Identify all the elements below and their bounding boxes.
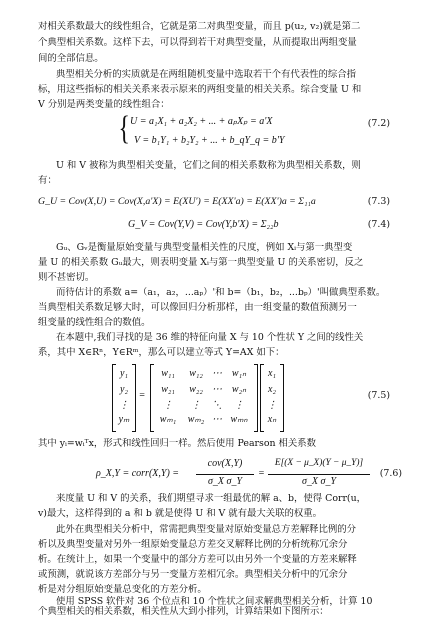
matrix-cell: y₁ [120,368,128,379]
text-line: v)最大，这样得到的 a 和 b 就是使得 U 和 V 就有最大关联的权重。 [38,508,323,519]
equation-number: (7.2) [367,118,390,129]
text-line: 系，其中 X∈Rⁿ，Y∈Rᵐ，那么可以建立等式 Y=AX 如下： [38,347,285,358]
text-line: 典型相关分析的实质就是在两组随机变量中选取若干个有代表性的综合指 [56,69,357,80]
text-line: 使用 SPSS 软件对 36 个位点和 10 个性状之间求解典型相关分析，计算 10 [56,596,373,607]
matrix-cell: ⋮ [191,400,201,411]
matrix-cell: ⋮ [163,400,173,411]
text-line: 有： [38,175,57,186]
text-line: 来度量 U 和 V 的关系，我们期望寻求一组最优的解 a、b，使得 Corr(u， [56,493,366,504]
text-line: Gᵤ、Gᵥ是衡量原始变量与典型变量相关性的尺度，例如 Xᵢ与第一典型变 [56,242,353,253]
equation-number: (7.3) [367,196,390,207]
equation-number: (7.5) [367,390,390,401]
fraction-denominator: σ_X σ_Y [207,476,243,487]
matrix-cell: ⋮ [234,400,244,411]
text-line: 在本题中,我们寻找的是 36 维的特征向量 X 与 10 个性状 Y 之间的线性关 [56,332,364,343]
text-line: 析。在统计上，如果一个变量中的部分方差可以由另外一个变量的方差来解释 [38,554,357,565]
text-line: 当典型相关系数足够大时，可以像回归分析那样，由一组变量的数值预测另一 [38,302,357,313]
matrix-cell: w₂ₙ [231,384,247,395]
equation-body: G_U = Cov(X,U) = Cov(X,a'X) = E(XU') = E(XX'a) = E(XX')a = Σ₁₁a [38,196,316,207]
matrix-cell: ⋮ [119,400,129,411]
equation-body: G_V = Cov(Y,V) = Cov(Y,b'X) = Σ₂₂b [128,219,279,230]
matrix-cell: wₘ₂ [187,414,205,425]
equation-number: (7.4) [367,219,390,230]
text-line: 此外在典型相关分析中，常需把典型变量对原始变量总方差解释比例的分 [56,524,357,535]
matrix-cell: ⋯ [212,368,222,379]
text-line: 组变量的线性组合的数值。 [38,317,151,328]
matrix-cell: w₂₁ [161,384,175,395]
matrix-cell: xₙ [267,414,277,425]
matrix-cell: ⋮ [267,400,277,411]
text-line: 个典型相关的相关系数，相关性从大到小排列，计算结果如下图所示： [38,606,329,617]
matrix-cell: ⋱ [212,400,222,411]
fraction-numerator: cov(X,Y) [207,458,243,469]
matrix-cell: x₂ [268,384,276,395]
equation-row: V = b₁Y₁ + b₂Y₂ + ... + b_qY_q = b'Y [134,135,285,146]
equation-lhs: ρ_X,Y = corr(X,Y) = [96,468,180,479]
matrix-cell: w₁₁ [161,368,175,379]
fraction-denominator: σ_X σ_Y [301,476,337,487]
text-line: 则不甚密切。 [38,272,95,283]
text-line: 其中 yᵢ=wᵢᵀx，形式和线性回归一样。然后使用 Pearson 相关系数 [38,438,316,449]
matrix-cell: x₁ [268,368,276,379]
matrix-cell: w₂₂ [189,384,203,395]
text-line: 个典型相关系数。这样下去，可以得到若干对典型变量，从而提取出两组变量 [38,37,357,48]
text-line: 对相关系数最大的线性组合，它就是第二对典型变量，而且 p(u₂, v₂)就是第二 [38,21,361,32]
document-page: 对相关系数最大的线性组合，它就是第二对典型变量，而且 p(u₂, v₂)就是第二 个典型相关系数。这样下去，可以得到若干对典型变量，从而提取出两组变量 间的全部信息。 典型相关分析的实质就是在两组随机变量中选取若干个有代表性的综合指 标，用这些指标的相关关系来表示原来的两组变量的相关关系。综合变量 U 和 V 分别是两类变量的线性组合： { U = a₁X₁ + a₂X₂ + ... + aₚXₚ = a'X V = b₁Y₁ + b₂Y₂ + ... + b_qY_q = b'Y (7.2) U 和 V 被称为典型相关变量，它们之间的相关系数称为典型相关系数，则 有： G_U = Cov(X,U) = Cov(X,a'X) = E(XU') = E(XX'a) = E(XX')a = Σ₁₁a (7.3) G_V = Cov(Y,V) = Cov(Y,b'X) = Σ₂₂b (7.4) Gᵤ、Gᵥ是衡量原始变量与典型变量相关性的尺度，例如 Xᵢ与第一典型变 量 U 的相关系数 Gᵤ最大，则表明变量 Xᵢ与第一典型变量 U 的关系密切，反之 则不甚密切。 而待估计的系数 a=（a₁，a₂，...aₚ）'和 b=（b₁，b₂，...bₚ）'叫做典型系数。 当典型相关系数足够大时，可以像回归分析那样，由一组变量的数值预测另一 组变量的线性组合的数值。 在本题中,我们寻找的是 36 维的特征向量 X 与 10 个性状 Y 之间的线性关 系，其中 X∈Rⁿ，Y∈Rᵐ，那么可以建立等式 Y=AX 如下： y₁ y₂ ⋮ yₘ = w₁₁ w₁₂ ⋯ w₁ₙ w₂₁ w₂₂ ⋯ w₂ₙ ⋮ ⋮ ⋱ ⋮ wₘ₁ wₘ₂ ⋯ wₘₙ x₁ x₂ ⋮ xₙ (7.5) 其中 yᵢ=wᵢᵀx，形式和线性回归一样。然后使用 Pearson 相关系数 ρ_X,Y = corr(X,Y) = cov(X,Y) σ_X σ_Y = E[(X − μ_X)(Y − μ_Y)] σ_X σ_Y (7.6) 来度量 U 和 V 的关系，我们期望寻求一组最优的解 a、b，使得 Corr(u， v)最大，这样得到的 a 和 b 就是使得 U 和 V 就有最大关联的权重。 此外在典型相关分析中，常需把典型变量对原始变量总方差解释比例的分 析以及典型变量对另外一组原始变量总方差交叉解释比例的分析统称冗余分 析。在统计上，如果一个变量中的部分方差可以由另外一个变量的方差来解释 或预测，就说该方差部分与另一变量方差相冗余。典型相关分析中的冗余分 析是对分组原始变量总变化的方差分析。 使用 SPSS 软件对 36 个位点和 10 个性状之间求解典型相关分析，计算 10 个典型相关的相关系数，相关性从大到小排列，计算结果如下图所示： [38,21,402,617]
text-line: 标，用这些指标的相关关系来表示原来的两组变量的相关关系。综合变量 U 和 [38,84,362,95]
matrix-cell: w₁₂ [189,368,203,379]
text-line: 间的全部信息。 [38,53,104,64]
matrix-cell: yₘ [118,414,130,425]
text-line: 而待估计的系数 a=（a₁，a₂，...aₚ）'和 b=（b₁，b₂，...bₚ）'叫做典型系数。 [56,287,386,298]
text-line: V 分别是两类变量的线性组合： [38,99,170,110]
matrix-cell: ⋯ [212,414,222,425]
matrix-cell: y₂ [120,384,128,395]
equals-sign: = [138,390,146,401]
matrix-cell: w₁ₙ [231,368,247,379]
text-line: U 和 V 被称为典型相关变量，它们之间的相关系数称为典型相关系数，则 [56,160,361,171]
text-line: 或预测，就说该方差部分与另一变量方差相冗余。典型相关分析中的冗余分 [38,569,348,580]
text-line: 析是对分组原始变量总变化的方差分析。 [38,584,207,595]
equation-number: (7.6) [379,468,402,479]
text-line: 量 U 的相关系数 Gᵤ最大，则表明变量 Xᵢ与第一典型变量 U 的关系密切，反之 [38,257,364,268]
text-line: 析以及典型变量对另外一组原始变量总方差交叉解释比例的分析统称冗余分 [38,539,348,550]
matrix-cell: wₘₙ [230,414,248,425]
fraction-numerator: E[(X − μ_X)(Y − μ_Y)] [274,458,364,468]
equals-sign: = [258,468,265,479]
equation-row: U = a₁X₁ + a₂X₂ + ... + aₚXₚ = a'X [130,116,273,127]
matrix-cell: ⋯ [212,384,222,395]
matrix-cell: wₘ₁ [159,414,177,425]
